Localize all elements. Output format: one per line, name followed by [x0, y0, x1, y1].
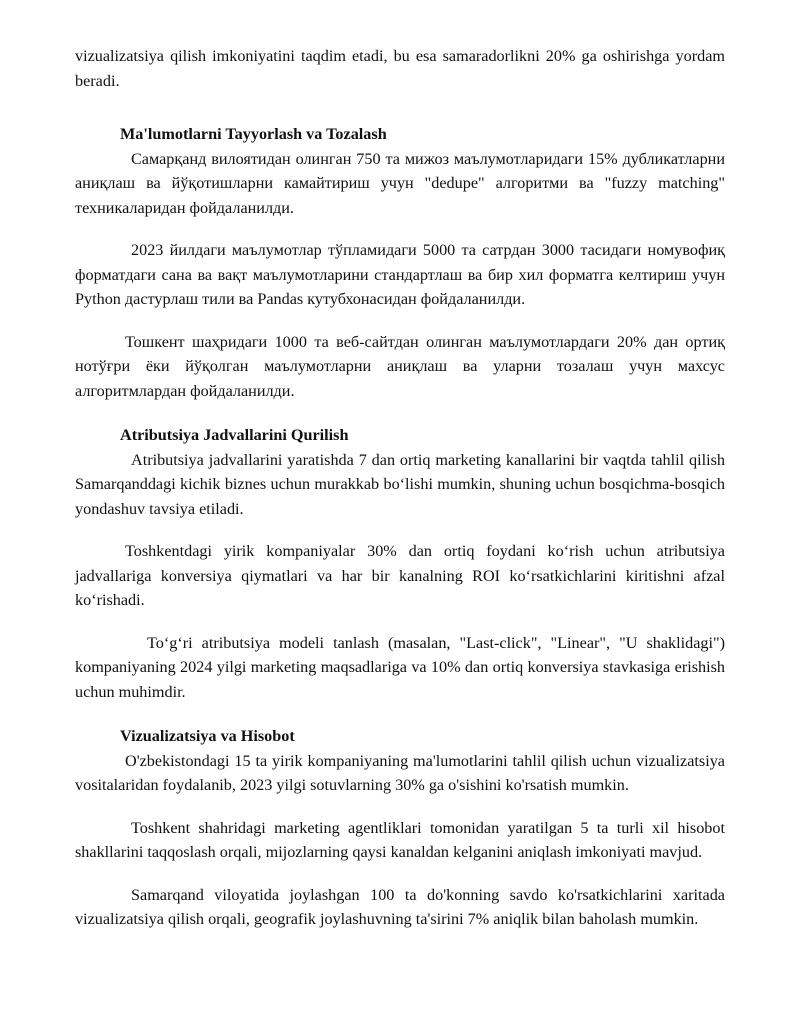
paragraph: O'zbekistondagi 15 ta yirik kompaniyaning ma'lumotlarini tahlil qilish uchun vizualizatsiya vositalaridan foydalanib, 2023 yilgi sotuvlarning 30% ga o'sishini ko'rsatish mumkin. — [75, 751, 725, 794]
paragraph: Toshkentdagi yirik kompaniyalar 30% dan ortiq foydani ko‘rish uchun atributsiya jadvallariga konversiya qiymatlari va har bir kanalning ROI ko‘rsatkichlarini kiritishni afzal ko‘rishadi. — [75, 542, 725, 609]
section-heading-attribution-tables: Atributsiya Jadvallarini Qurilish — [120, 426, 349, 444]
paragraph: Самарқанд вилоятидан олинган 750 та мижоз маълумотларидаги 15% дубликатларни аниқлаш ва йўқотишларни камайтириш учун "dedupe" алгоритми ва "fuzzy matching" техникаларидан фойдаланилди. — [75, 149, 725, 217]
document-page — [75, 0, 725, 932]
paragraph: Atributsiya jadvallarini yaratishda 7 dan ortiq marketing kanallarini bir vaqtda tahlil qilish Samarqanddagi kichik biznes uchun murakkab bo‘lishi mumkin, shuning uchun bosqichma-bosqich yondashuv tavsiya etiladi. — [75, 450, 725, 518]
intro-continuation-paragraph: vizualizatsiya qilish imkoniyatini taqdim etadi, bu esa samaradorlikni 20% ga oshirishga yordam beradi. — [75, 47, 725, 90]
paragraph: To‘g‘ri atributsiya modeli tanlash (masalan, "Last-click", "Linear", "U shaklidagi") kompaniyaning 2024 yilgi marketing maqsadlariga va 10% dan ortiq konversiya stavkasiga erishish uchun muhimdir. — [75, 633, 725, 701]
section-heading-data-preparation: Ma'lumotlarni Tayyorlash va Tozalash — [120, 125, 387, 143]
paragraph: Toshkent shahridagi marketing agentliklari tomonidan yaratilgan 5 ta turli xil hisobot shakllarini taqqoslash orqali, mijozlarning qaysi kanaldan kelganini aniqlash imkoniyati mavjud. — [75, 818, 725, 861]
paragraph: 2023 йилдаги маълумотлар тўпламидаги 5000 та сатрдан 3000 тасидаги номувофиқ форматдаги сана ва вақт маълумотларини стандартлаш ва бир хил форматга келтириш учун Python дастурлаш тили ва Pandas кутубхонасидан фойдаланилди. — [75, 241, 725, 308]
paragraph: Samarqand viloyatida joylashgan 100 ta do'konning savdo ko'rsatkichlarini xaritada vizualizatsiya qilish orqali, geografik joylashuvning ta'sirini 7% aniqlik bilan baholash mumkin. — [75, 885, 725, 928]
section-heading-visualization-reporting: Vizualizatsiya va Hisobot — [120, 727, 295, 745]
paragraph: Тошкент шаҳридаги 1000 та веб-сайтдан олинган маълумотлардаги 20% дан ортиқ нотўғри ёки йўқолган маълумотларни аниқлаш ва уларни тозалаш учун махсус алгоритмлардан фойдаланилди. — [75, 332, 725, 400]
